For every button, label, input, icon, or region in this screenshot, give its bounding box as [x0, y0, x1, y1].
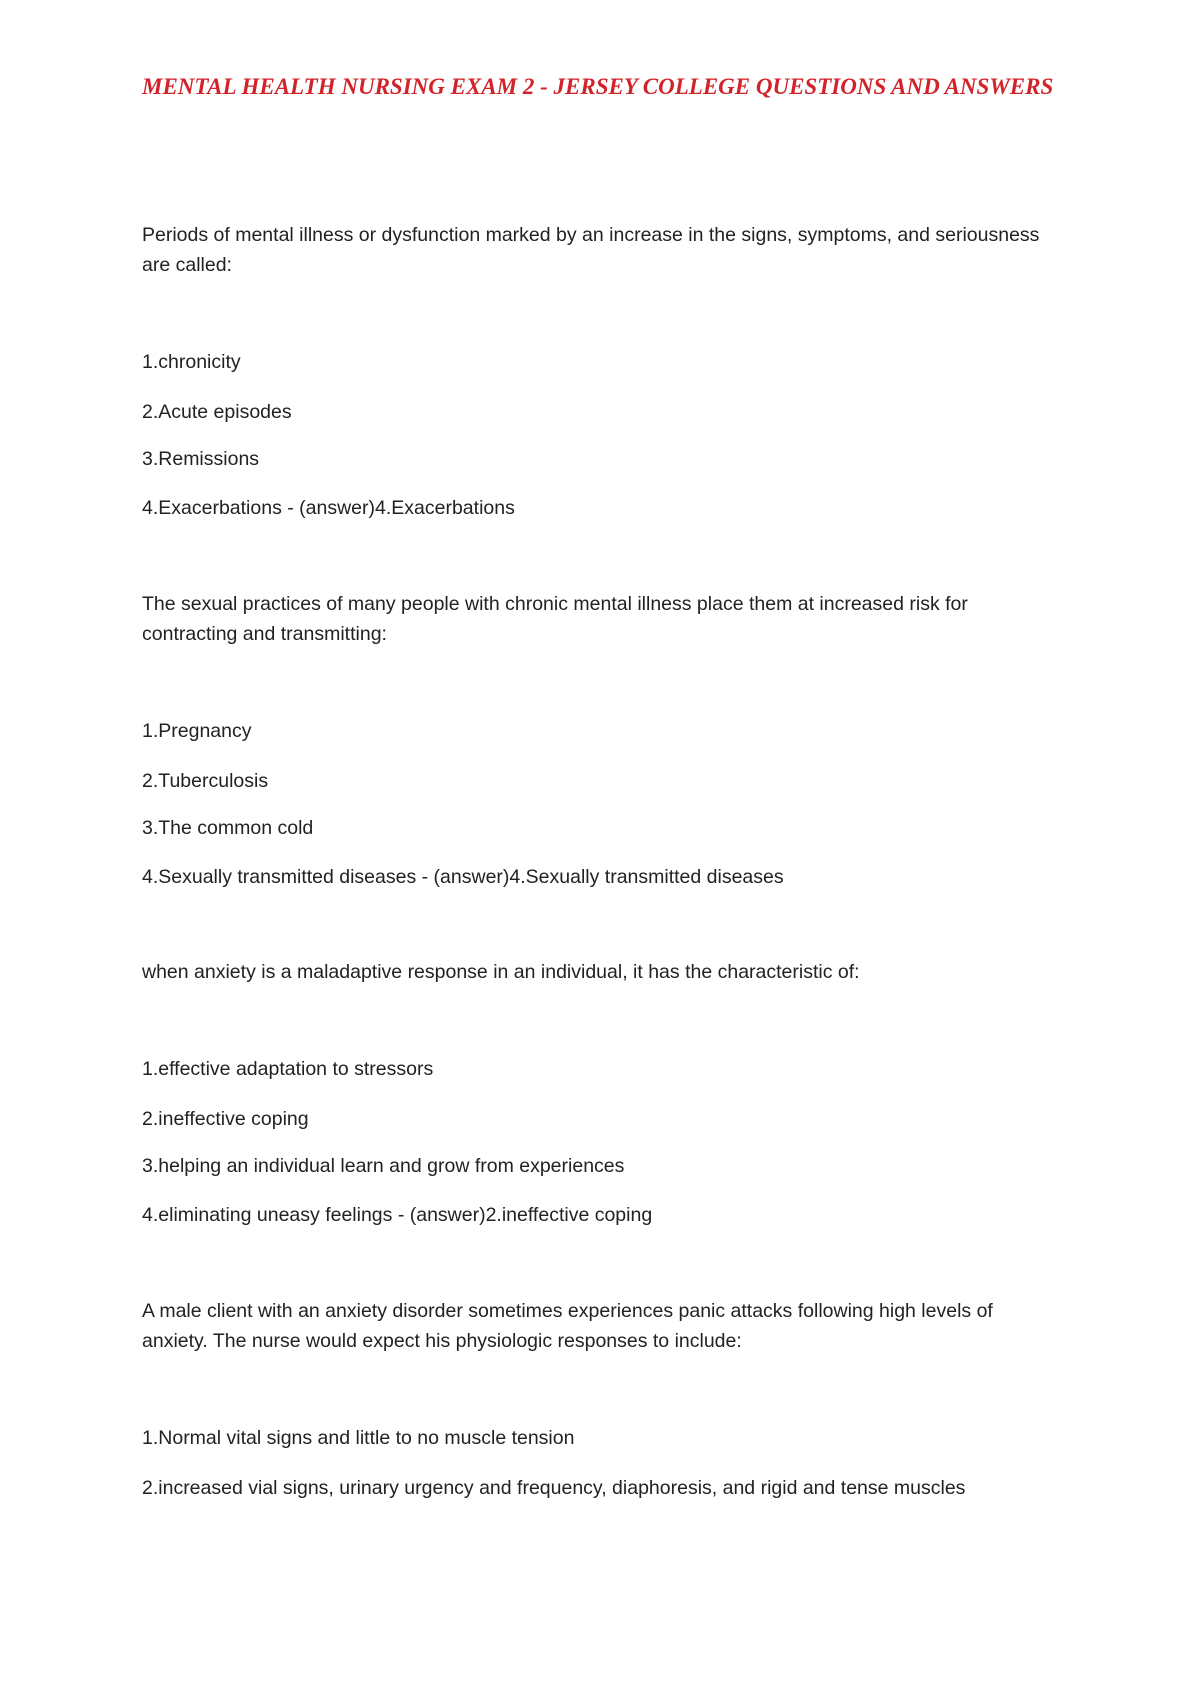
question-4: A male client with an anxiety disorder sometimes experiences panic attacks following high levels of anxiety. The nurse would expect his physiologic responses to include: — [142, 1300, 993, 1352]
question-2-option-1: 1.Pregnancy — [142, 720, 252, 742]
question-3-option-3: 3.helping an individual learn and grow from experiences — [142, 1155, 625, 1177]
question-1-option-4: 4.Exacerbations - (answer)4.Exacerbations — [142, 497, 515, 519]
question-1: Periods of mental illness or dysfunction marked by an increase in the signs, symptoms, and seriousness are called: — [142, 224, 1040, 276]
question-2: The sexual practices of many people with chronic mental illness place them at increased risk for contracting and transmitting: — [142, 593, 968, 645]
question-1-option-2: 2.Acute episodes — [142, 401, 292, 423]
question-1-option-3: 3.Remissions — [142, 448, 260, 470]
question-1-option-1: 1.chronicity — [142, 351, 241, 373]
question-3-option-1: 1.effective adaptation to stressors — [142, 1058, 434, 1080]
document-title: MENTAL HEALTH NURSING EXAM 2 - JERSEY COLLEGE QUESTIONS AND ANSWERS — [142, 74, 1054, 99]
question-2-option-3: 3.The common cold — [142, 817, 314, 839]
question-2-option-2: 2.Tuberculosis — [142, 770, 269, 792]
question-4-option-1: 1.Normal vital signs and little to no muscle tension — [142, 1427, 575, 1449]
question-4-option-2: 2.increased vial signs, urinary urgency and frequency, diaphoresis, and rigid and tense muscles — [142, 1477, 966, 1499]
question-3: when anxiety is a maladaptive response in an individual, it has the characteristic of: — [142, 961, 860, 983]
question-2-option-4: 4.Sexually transmitted diseases - (answer)4.Sexually transmitted diseases — [142, 866, 784, 888]
question-3-option-2: 2.ineffective coping — [142, 1108, 309, 1130]
question-3-option-4: 4.eliminating uneasy feelings - (answer)2.ineffective coping — [142, 1204, 653, 1226]
